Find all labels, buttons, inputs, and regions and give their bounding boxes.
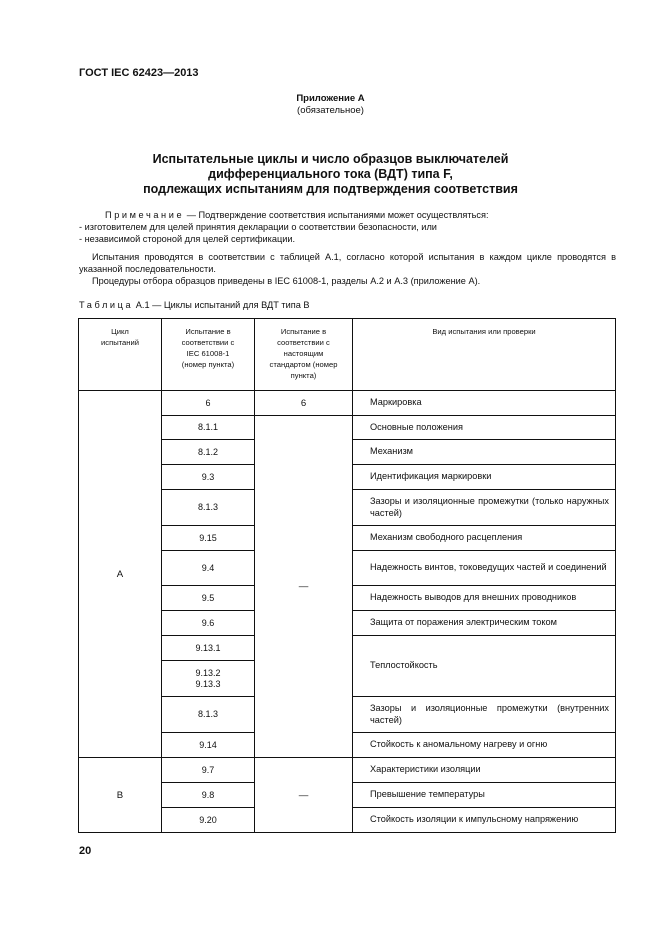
table-header-row xyxy=(79,319,616,391)
iec-clause: 9.13.3 xyxy=(195,678,221,689)
iec-clause: 9.14 xyxy=(162,733,255,758)
note-line-3: - независимой стороной для целей сертификации. xyxy=(79,234,296,244)
page-number: 20 xyxy=(79,845,92,857)
iec-clause: 9.4 xyxy=(162,551,255,586)
note-line-1: — Подтверждение соответствия испытаниями может осуществляться: xyxy=(184,210,489,220)
iec-clause: 9.6 xyxy=(162,611,255,636)
title-line-1: Испытательные циклы и число образцов выключателей xyxy=(152,152,509,166)
iec-clause: 9.13.1 xyxy=(162,636,255,661)
iec-clause-pair xyxy=(162,661,255,697)
table-row xyxy=(79,758,616,783)
table-row xyxy=(79,391,616,416)
note-block xyxy=(79,209,619,245)
cycle-b-cell: В xyxy=(79,758,162,833)
iec-clause: 9.15 xyxy=(162,526,255,551)
annex-heading xyxy=(0,93,661,117)
table-caption-text: А.1 — Циклы испытаний для ВДТ типа В xyxy=(133,300,310,310)
test-description: Превышение температуры xyxy=(353,783,616,808)
test-description: Характеристики изоляции xyxy=(353,758,616,783)
iec-clause: 8.1.1 xyxy=(162,416,255,440)
iec-clause: 9.3 xyxy=(162,465,255,490)
iec-clause: 8.1.3 xyxy=(162,490,255,526)
test-description: Защита от поражения электрическим током xyxy=(353,611,616,636)
test-description: Маркировка xyxy=(353,391,616,416)
test-description: Идентификация маркировки xyxy=(353,465,616,490)
std-clause: 6 xyxy=(255,391,353,416)
iec-clause: 9.20 xyxy=(162,808,255,833)
table-caption xyxy=(79,300,310,310)
header-cycle: Цикл испытаний xyxy=(79,319,162,391)
header-kind: Вид испытания или проверки xyxy=(353,319,616,391)
annex-status: (обязательное) xyxy=(297,105,364,116)
note-line-2: - изготовителем для целей принятия декларации о соответствии безопасности, или xyxy=(79,222,437,232)
iec-clause: 6 xyxy=(162,391,255,416)
std-clause-dash-a: — xyxy=(255,416,353,758)
test-description: Механизм свободного расцепления xyxy=(353,526,616,551)
iec-clause: 9.5 xyxy=(162,586,255,611)
annex-title: Приложение А xyxy=(296,93,365,104)
test-description: Зазоры и изоляционные промежутки (только наружных частей) xyxy=(353,490,616,526)
document-id: ГОСТ IEC 62423—2013 xyxy=(79,67,199,79)
iec-clause: 9.8 xyxy=(162,783,255,808)
annex-main-title xyxy=(0,152,661,197)
test-description: Основные положения xyxy=(353,416,616,440)
test-description: Надежность выводов для внешних проводников xyxy=(353,586,616,611)
test-description: Стойкость к аномальному нагреву и огню xyxy=(353,733,616,758)
iec-clause: 9.7 xyxy=(162,758,255,783)
test-description: Стойкость изоляции к импульсному напряжению xyxy=(353,808,616,833)
title-line-2: дифференциального тока (ВДТ) типа F, xyxy=(208,167,453,181)
test-description: Надежность винтов, токоведущих частей и соединений xyxy=(353,551,616,586)
test-description: Теплостойкость xyxy=(353,636,616,697)
iec-clause: 8.1.3 xyxy=(162,697,255,733)
test-description: Зазоры и изоляционные промежутки (внутренних частей) xyxy=(353,697,616,733)
iec-clause: 9.13.2 xyxy=(195,667,221,678)
header-iec: Испытание в соответствии с IEC 61008-1 (номер пункта) xyxy=(162,319,255,391)
paragraph-2: Процедуры отбора образцов приведены в IEC 61008-1, разделы А.2 и А.3 (приложение А). xyxy=(92,276,481,286)
iec-clause: 8.1.2 xyxy=(162,440,255,465)
header-std: Испытание в соответствии с настоящим стандартом (номер пункта) xyxy=(255,319,353,391)
paragraph-1: Испытания проводятся в соответствии с таблицей А.1, согласно которой испытания в каждом цикле проводятся в указанной последовательности. xyxy=(79,252,616,274)
test-description: Механизм xyxy=(353,440,616,465)
table-caption-label: Таблица xyxy=(79,300,134,310)
cycle-a-cell: А xyxy=(79,391,162,758)
test-cycles-table xyxy=(78,318,616,833)
std-clause-dash-b: — xyxy=(255,758,353,833)
title-line-3: подлежащих испытаниям для подтверждения соответствия xyxy=(143,182,518,196)
note-label: Примечание xyxy=(105,210,185,220)
